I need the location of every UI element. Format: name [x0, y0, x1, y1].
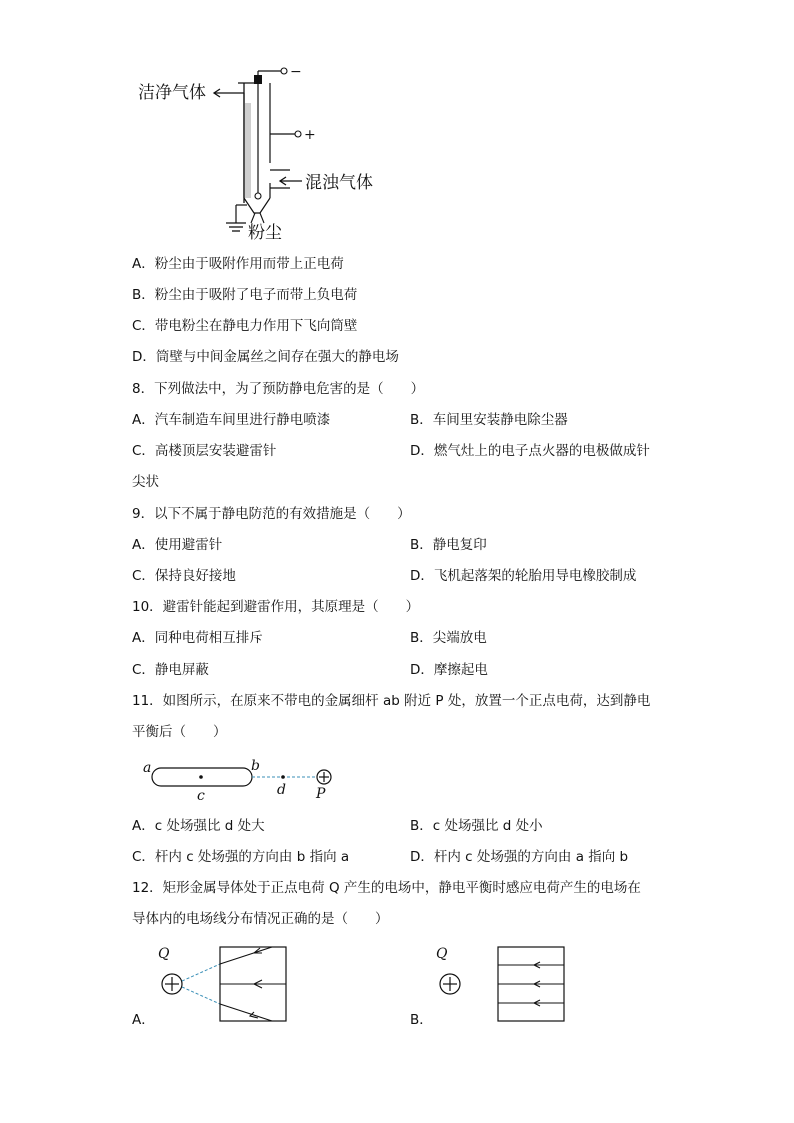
point-p-label: P [316, 786, 326, 802]
q9-option-c: C．保持良好接地 [132, 568, 236, 584]
q8-option-a: A．汽车制造车间里进行静电喷漆 [132, 412, 331, 428]
point-c-label: c [197, 788, 205, 804]
clean-gas-label: 洁净气体 [138, 83, 206, 103]
dirty-gas-label: 混浊气体 [305, 173, 373, 193]
q10-option-c: C．静电屏蔽 [132, 662, 209, 678]
charge-q-label-a: Q [158, 946, 170, 962]
q7-option-c: C．带电粉尘在静电力作用下飞向筒壁 [132, 318, 358, 334]
q11-option-c: C．杆内 c 处场强的方向由 b 指向 a [132, 849, 350, 865]
rod-end-b-label: b [251, 758, 260, 774]
q12-stem-line2: 导体内的电场线分布情况正确的是（ ） [132, 911, 389, 927]
rod-charge-diagram [138, 756, 348, 804]
q8-option-c: C．高楼顶层安装避雷针 [132, 443, 277, 459]
q10-option-a: A．同种电荷相互排斥 [132, 630, 263, 646]
q8-stem: 8．下列做法中，为了预防静电危害的是（ ） [132, 381, 425, 397]
q10-option-d: D．摩擦起电 [410, 662, 488, 678]
q8-option-d: D．燃气灶上的电子点火器的电极做成针 [410, 443, 650, 459]
q10-stem: 10．避雷针能起到避雷作用，其原理是（ ） [132, 599, 420, 615]
q11-option-a: A．c 处场强比 d 处大 [132, 818, 265, 834]
q7-option-d: D．筒壁与中间金属丝之间存在强大的静电场 [132, 349, 399, 365]
q7-option-a: A．粉尘由于吸附作用而带上正电荷 [132, 256, 344, 272]
q12-option-a-label: A． [132, 1012, 155, 1028]
precipitator-diagram [130, 58, 390, 248]
plus-terminal-label: + [304, 127, 316, 143]
q8-option-d-continued: 尖状 [132, 474, 159, 490]
q12-option-b-label: B． [410, 1012, 433, 1028]
minus-terminal-label: − [290, 64, 302, 80]
q11-stem-line2: 平衡后（ ） [132, 724, 227, 740]
point-d-label: d [277, 782, 286, 798]
q12-figure-a [150, 942, 295, 1027]
q9-stem: 9．以下不属于静电防范的有效措施是（ ） [132, 506, 411, 522]
q11-option-d: D．杆内 c 处场强的方向由 a 指向 b [410, 849, 629, 865]
q9-option-a: A．使用避雷针 [132, 537, 223, 553]
q10-option-b: B．尖端放电 [410, 630, 487, 646]
q8-option-b: B．车间里安装静电除尘器 [410, 412, 568, 428]
charge-q-label-b: Q [436, 946, 448, 962]
dust-label: 粉尘 [248, 223, 282, 243]
q9-option-b: B．静电复印 [410, 537, 487, 553]
q11-option-b: B．c 处场强比 d 处小 [410, 818, 543, 834]
q9-option-d: D．飞机起落架的轮胎用导电橡胶制成 [410, 568, 637, 584]
q12-figure-b [428, 942, 573, 1027]
rod-end-a-label: a [143, 760, 152, 776]
q12-stem-line1: 12．矩形金属导体处于正点电荷 Q 产生的电场中，静电平衡时感应电荷产生的电场在 [132, 880, 641, 896]
q7-option-b: B．粉尘由于吸附了电子而带上负电荷 [132, 287, 358, 303]
q11-stem-line1: 11．如图所示，在原来不带电的金属细杆 ab 附近 P 处，放置一个正点电荷，达到静电 [132, 693, 651, 709]
